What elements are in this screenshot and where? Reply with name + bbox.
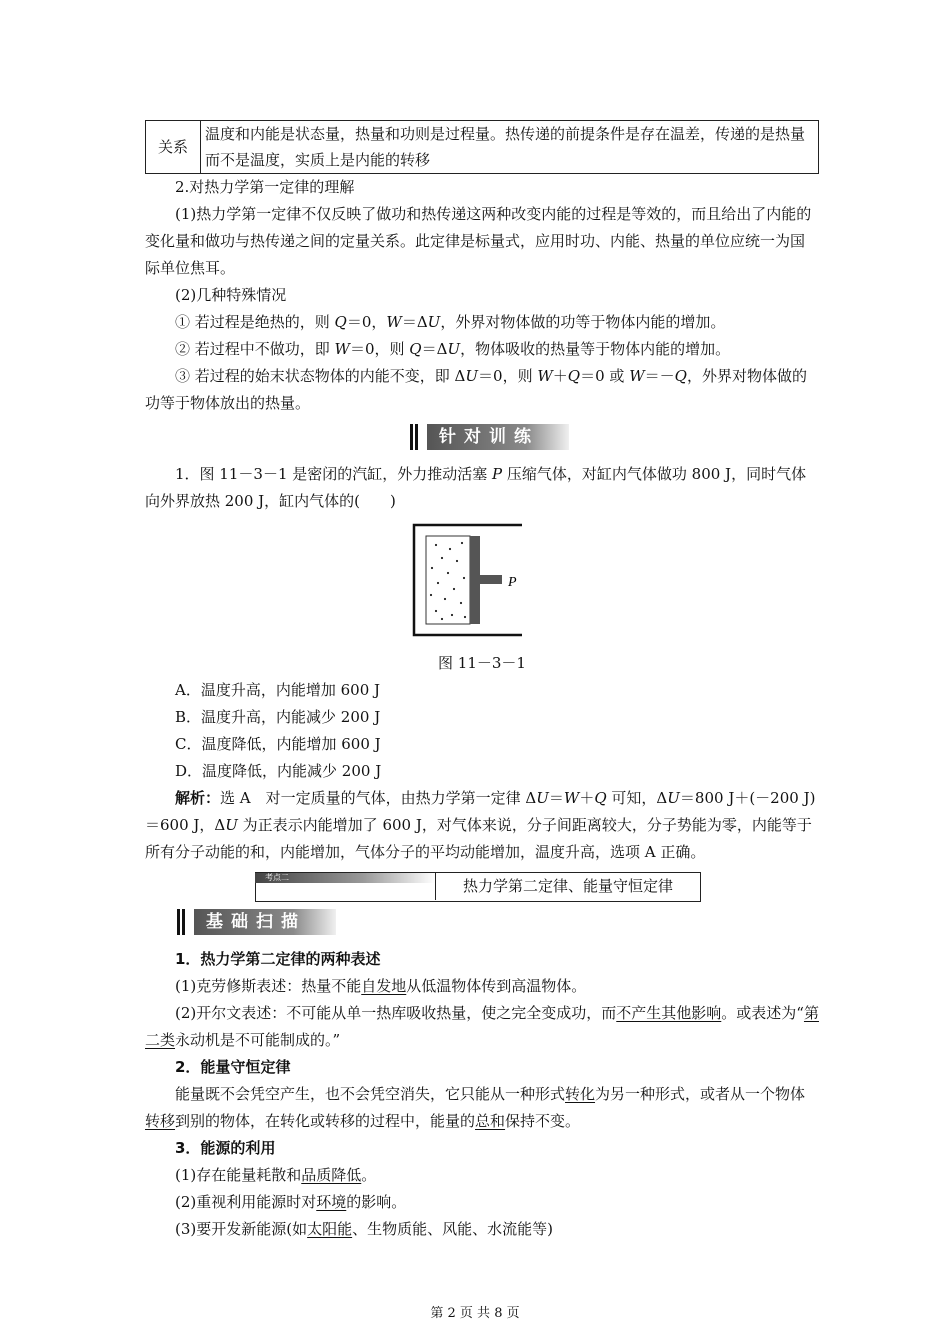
special-case-2: ② 若过程中不做功，即 W＝0，则 Q＝ΔU，物体吸收的热量等于物体内能的增加。 xyxy=(175,340,731,358)
section-tag: 考点二 xyxy=(255,872,435,883)
banner-title: 针对训练 xyxy=(427,424,569,450)
paragraph: (1)热力学第一定律不仅反映了做功和热传递这两种改变内能的过程是等效的，而且给出了内能的变化量和做功与热传递之间的定量关系。此定律是标量式，应用时功、内能、热量的单位应统一为国际单位焦耳。 xyxy=(145,205,812,277)
banner-bars xyxy=(410,424,422,450)
paragraph: (2)开尔文表述：不可能从单一热库吸收热量，使之完全变成功，而不产生其他影响。或表述为“第二类永动机是不可能制成的。” xyxy=(145,1004,819,1049)
table-row-text: 温度和内能是状态量，热量和功则是过程量。热传递的前提条件是存在温差，传递的是热量而不是温度，实质上是内能的转移 xyxy=(201,121,819,174)
banner-basics xyxy=(145,906,819,940)
option-c: C．温度降低，内能增加 600 J xyxy=(175,735,381,753)
option-a: A．温度升高，内能增加 600 J xyxy=(175,681,381,699)
section-title: 热力学第二定律、能量守恒定律 xyxy=(435,872,700,900)
option-b: B．温度升高，内能减少 200 J xyxy=(175,708,381,726)
section-heading: 2.对热力学第一定律的理解 xyxy=(175,178,355,196)
part2-heading: 2．能量守恒定律 xyxy=(175,1058,291,1076)
page-footer: 第 2 页 共 8 页 xyxy=(430,1306,520,1321)
special-case-3: ③ 若过程的始末状态物体的内能不变，即 ΔU＝0，则 W＋Q＝0 或 W＝－Q，外界对物体做的功等于物体放出的热量。 xyxy=(145,367,807,412)
banner-practice xyxy=(145,421,819,455)
banner-bars xyxy=(177,909,189,935)
relation-table xyxy=(145,120,819,174)
page-content xyxy=(145,120,819,1243)
table-row xyxy=(146,121,819,174)
paragraph: (1)克劳修斯表述：热量不能自发地从低温物体传到高温物体。 xyxy=(175,977,587,995)
cylinder-diagram xyxy=(412,523,552,639)
cylinder-figure xyxy=(145,523,819,648)
list-item: (2)重视利用能源时对环境的影响。 xyxy=(175,1193,407,1211)
part3-heading: 3．能源的利用 xyxy=(175,1139,276,1157)
section-title-box xyxy=(145,872,819,902)
question-text: 1．图 11－3－1 是密闭的汽缸，外力推动活塞 P 压缩气体，对缸内气体做功 800 J，同时气体向外界放热 200 J，缸内气体的( ) xyxy=(145,465,807,510)
banner-title: 基础扫描 xyxy=(194,909,336,935)
paragraph: 能量既不会凭空产生，也不会凭空消失，它只能从一种形式转化为另一种形式，或者从一个物体转移到别的物体，在转化或转移的过程中，能量的总和保持不变。 xyxy=(145,1085,806,1130)
paragraph: (2)几种特殊情况 xyxy=(175,286,287,304)
list-item: (1)存在能量耗散和品质降低。 xyxy=(175,1166,377,1184)
table-row-header: 关系 xyxy=(146,121,201,174)
solution: 解析：选 A 对一定质量的气体，由热力学第一定律 ΔU＝W＋Q 可知，ΔU＝800 J＋(－200 J)＝600 J，ΔU 为正表示内能增加了 600 J，对气体来说，分子间距离较大，分子势能为零，内能等于所有分子动能的和，内能增加，气体分子的平均动能增加，温度升高，选项 A 正确。 xyxy=(145,789,816,861)
figure-caption: 图 11－3－1 xyxy=(438,654,526,672)
special-case-1: ① 若过程是绝热的，则 Q＝0，W＝ΔU，外界对物体做的功等于物体内能的增加。 xyxy=(175,313,726,331)
option-d: D．温度降低，内能减少 200 J xyxy=(175,762,382,780)
list-item: (3)要开发新能源(如太阳能、生物质能、风能、水流能等) xyxy=(175,1220,553,1238)
piston-label: P xyxy=(508,575,517,590)
part1-heading: 1．热力学第二定律的两种表述 xyxy=(175,950,381,968)
